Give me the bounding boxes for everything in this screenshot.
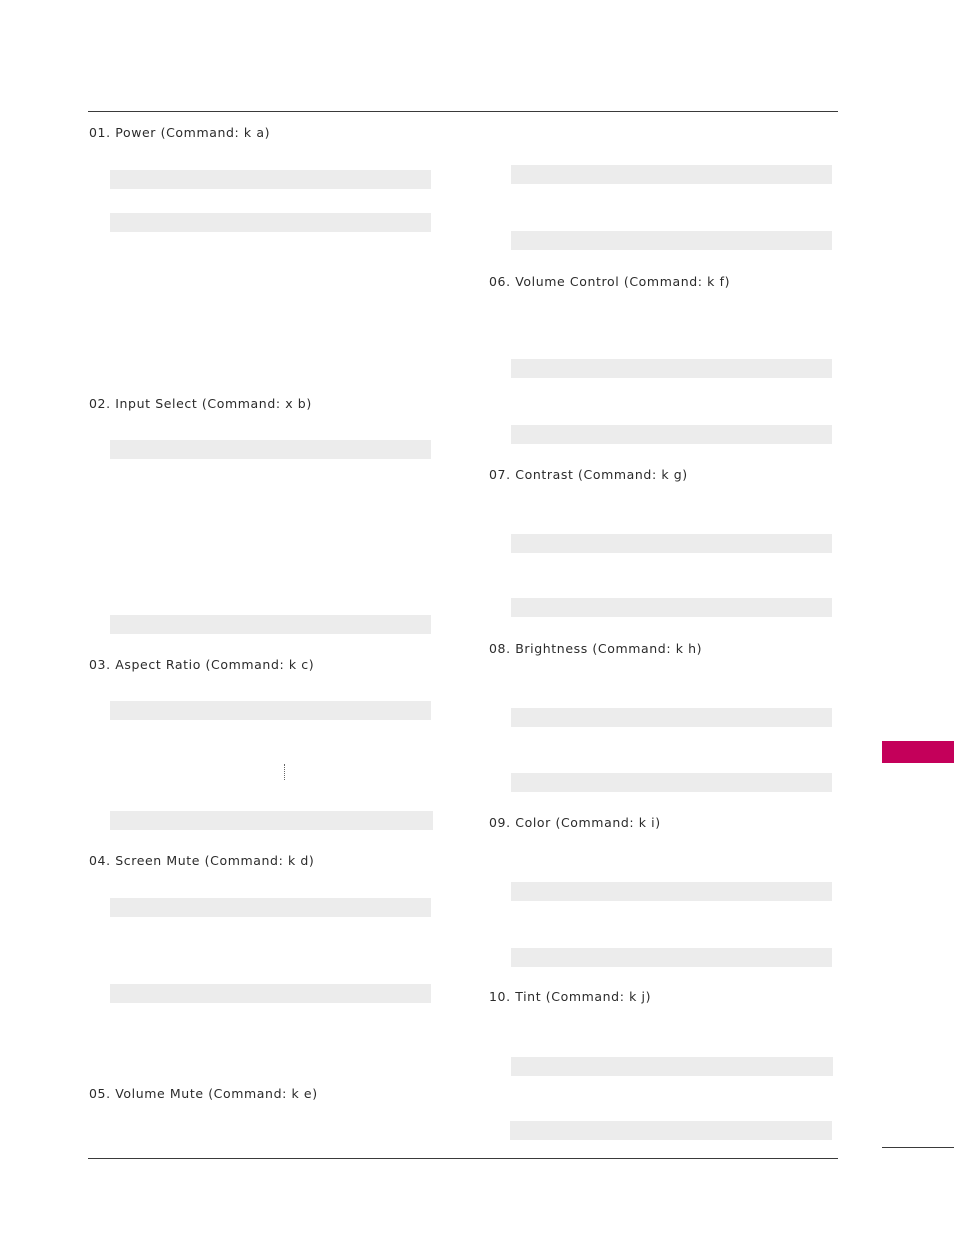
gray-bar bbox=[110, 213, 431, 232]
gray-bar bbox=[110, 170, 431, 189]
gray-bar bbox=[511, 534, 832, 553]
gray-bar bbox=[110, 440, 431, 459]
gray-bar bbox=[511, 882, 832, 901]
side-rule bbox=[882, 1147, 954, 1148]
gray-bar bbox=[511, 359, 832, 378]
section-heading-color: 09. Color (Command: k i) bbox=[489, 815, 661, 830]
gray-bar bbox=[511, 598, 832, 617]
chapter-tab bbox=[882, 741, 954, 763]
gray-bar bbox=[110, 811, 433, 830]
gray-bar bbox=[110, 615, 431, 634]
section-heading-volume-control: 06. Volume Control (Command: k f) bbox=[489, 274, 731, 289]
top-rule bbox=[88, 111, 838, 112]
section-heading-aspect-ratio: 03. Aspect Ratio (Command: k c) bbox=[89, 657, 315, 672]
gray-bar bbox=[511, 425, 832, 444]
gray-bar bbox=[511, 165, 832, 184]
gray-bar bbox=[110, 984, 431, 1003]
bottom-rule bbox=[88, 1158, 838, 1159]
dotted-marker bbox=[284, 764, 285, 780]
gray-bar bbox=[110, 701, 431, 720]
gray-bar bbox=[511, 231, 832, 250]
gray-bar bbox=[110, 898, 431, 917]
gray-bar bbox=[511, 1057, 833, 1076]
section-heading-volume-mute: 05. Volume Mute (Command: k e) bbox=[89, 1086, 318, 1101]
section-heading-contrast: 07. Contrast (Command: k g) bbox=[489, 467, 688, 482]
gray-bar bbox=[511, 948, 832, 967]
gray-bar bbox=[511, 773, 832, 792]
section-heading-power: 01. Power (Command: k a) bbox=[89, 125, 271, 140]
gray-bar bbox=[511, 708, 832, 727]
section-heading-input-select: 02. Input Select (Command: x b) bbox=[89, 396, 312, 411]
gray-bar bbox=[510, 1121, 832, 1140]
section-heading-brightness: 08. Brightness (Command: k h) bbox=[489, 641, 703, 656]
section-heading-tint: 10. Tint (Command: k j) bbox=[489, 989, 652, 1004]
section-heading-screen-mute: 04. Screen Mute (Command: k d) bbox=[89, 853, 315, 868]
